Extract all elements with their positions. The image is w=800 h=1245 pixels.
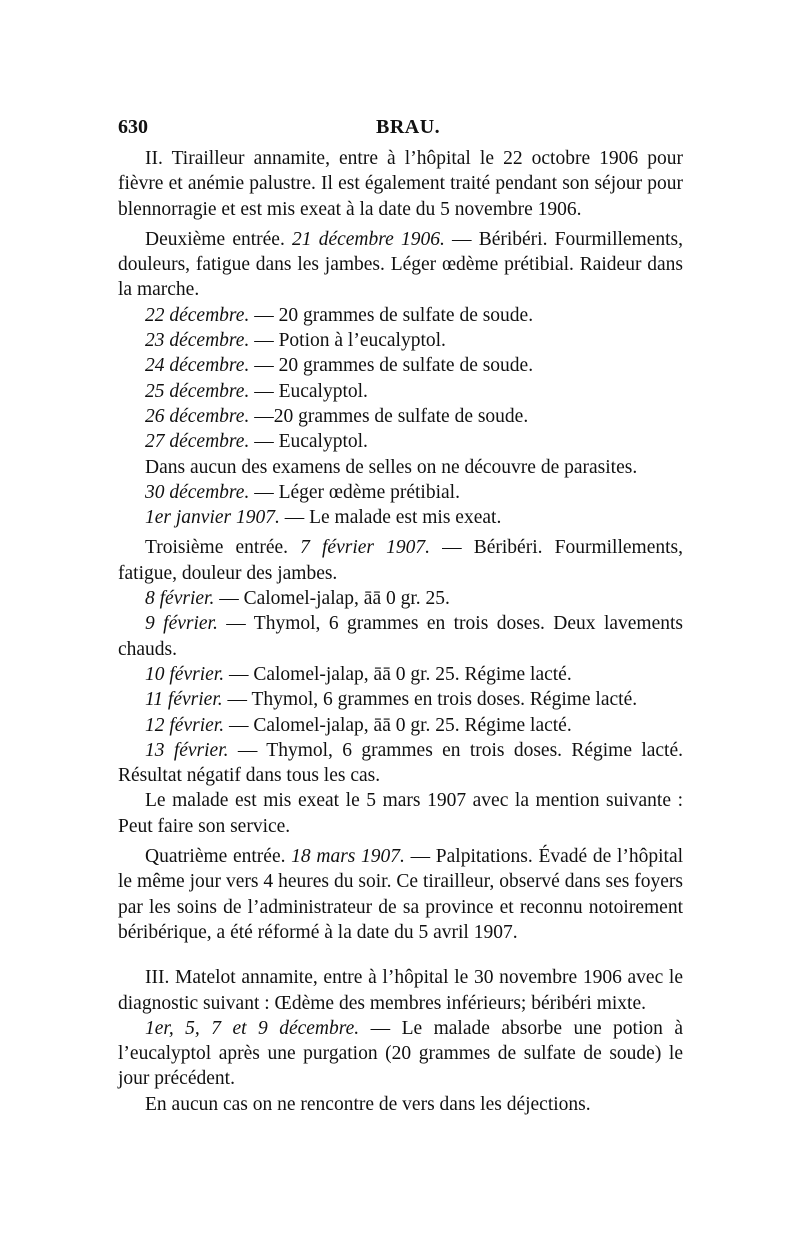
day-text: — 20 grammes de sulfate de soude. <box>254 304 534 326</box>
day-text: — 20 grammes de sulfate de soude. <box>254 355 534 377</box>
day-text: — Eucalyptol. <box>254 431 368 453</box>
day-date: 25 décembre. <box>145 380 250 402</box>
day-text: — Calomel-jalap, āā 0 gr. 25. Régime lacté. <box>228 663 572 685</box>
case-2-entry-2 <box>118 227 683 303</box>
day-date: 13 février. <box>145 739 229 761</box>
day-text: — Thymol, 6 grammes en trois doses. Régime lacté. Résultat négatif dans tous les cas. <box>118 739 683 787</box>
entry-date: 7 février 1907. <box>300 537 430 559</box>
day-date: 12 février. <box>145 714 225 736</box>
case-2-intro: II. Tirailleur annamite, entre à l’hôpital le 22 octobre 1906 pour fièvre et anémie palustre. Il est également traité pendant son séjour pour blennorragie et est mis exeat à la date du 5 novembre 1906. <box>118 148 683 220</box>
case-3-conclusion: En aucun cas on ne rencontre de vers dans les déjections. <box>145 1093 591 1115</box>
day-text: — Eucalyptol. <box>254 380 368 402</box>
entry-lead: Troisième entrée. <box>145 537 288 559</box>
entry-date: 18 mars 1907. <box>291 846 405 868</box>
day-date: 27 décembre. <box>145 431 250 453</box>
case-2-entry-4 <box>118 844 683 945</box>
day-date: 30 décembre. <box>145 481 250 503</box>
exeat-note: Le malade est mis exeat le 5 mars 1907 avec la mention suivante : Peut faire son service. <box>118 790 683 837</box>
day-entry <box>118 738 683 789</box>
day-date: 23 décembre. <box>145 330 250 352</box>
entry-lead: Quatrième entrée. <box>145 846 286 868</box>
day-text: — Calomel-jalap, āā 0 gr. 25. <box>219 588 450 610</box>
day-text: — Thymol, 6 grammes en trois doses. Régime lacté. <box>227 689 638 711</box>
day-entry <box>118 662 683 687</box>
stool-note: Dans aucun des examens de selles on ne découvre de parasites. <box>145 456 638 478</box>
day-date: 11 février. <box>145 689 223 711</box>
page-header <box>118 110 683 146</box>
day-entry <box>118 687 683 712</box>
day-text: — Le malade absorbe une potion à l’eucalyptol après une purgation (20 grammes de sulfate de soude) le jour précédent. <box>118 1017 684 1090</box>
day-entry <box>118 586 683 611</box>
day-text: — Le malade est mis exeat. <box>284 507 502 529</box>
day-entry <box>118 328 683 353</box>
day-date: 22 décembre. <box>145 304 250 326</box>
day-date: 10 février. <box>145 663 225 685</box>
day-entry <box>118 303 683 328</box>
day-entry <box>118 429 683 454</box>
day-date: 9 février. <box>145 613 218 635</box>
day-entry <box>118 611 683 662</box>
day-date: 26 décembre. <box>145 405 250 427</box>
day-entry <box>118 505 683 530</box>
entry-text: — Béribéri. Fourmillements, fatigue, douleur des jambes. <box>118 537 683 584</box>
case-3-treatment <box>118 1016 683 1092</box>
entry-date: 21 décembre 1906. <box>292 228 445 250</box>
entry-lead: Deuxième entrée. <box>145 228 285 250</box>
page-number: 630 <box>118 116 148 138</box>
case-3-intro: III. Matelot annamite, entre à l’hôpital le 30 novembre 1906 avec le diagnostic suivant : Œdème des membres inférieurs; béribéri mixte. <box>118 967 683 1014</box>
day-date: 1er janvier 1907. <box>145 507 280 529</box>
day-text: —20 grammes de sulfate de soude. <box>254 405 529 427</box>
case-2-entry-3 <box>118 535 683 586</box>
day-date: 24 décembre. <box>145 355 250 377</box>
running-head: BRAU. <box>376 116 441 138</box>
day-entry <box>118 713 683 738</box>
day-text: — Calomel-jalap, āā 0 gr. 25. Régime lacté. <box>228 714 572 736</box>
day-text: — Potion à l’eucalyptol. <box>254 330 446 352</box>
day-entry <box>118 379 683 404</box>
day-text: — Thymol, 6 grammes en trois doses. Deux lavements chauds. <box>118 613 683 660</box>
day-text: — Léger œdème prétibial. <box>254 481 460 503</box>
page-body <box>118 146 683 1117</box>
day-date: 1er, 5, 7 et 9 décembre. <box>145 1017 360 1039</box>
entry-text: — Béribéri. Fourmillements, douleurs, fatigue dans les jambes. Léger œdème prétibial. Raideur dans la marche. <box>118 228 684 301</box>
day-date: 8 février. <box>145 588 215 610</box>
day-entry <box>118 480 683 505</box>
entry-text: — Palpitations. Évadé de l’hôpital le même jour vers 4 heures du soir. Ce tirailleur, observé dans ses foyers par les soins de l’administrateur de sa province et reconnu notoirement béribérique, a été réformé à la date du 5 avril 1907. <box>118 846 684 943</box>
day-entry <box>118 353 683 378</box>
day-entry <box>118 404 683 429</box>
